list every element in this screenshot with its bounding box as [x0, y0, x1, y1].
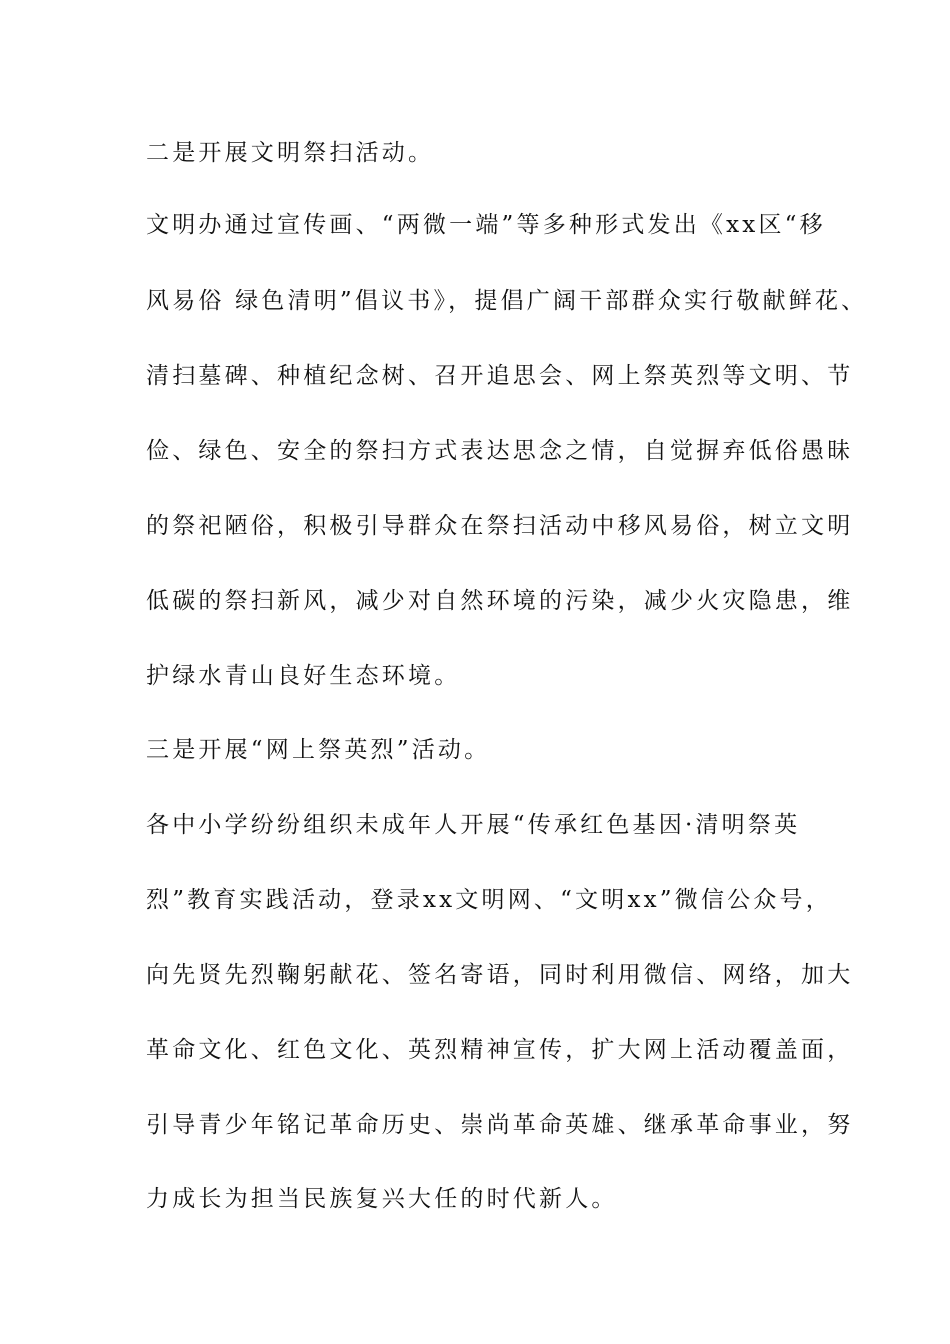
paragraph-line-8: 各中小学纷纷组织未成年人开展“传承红色基因·清明祭英: [146, 812, 801, 838]
paragraph-line-5: 的祭祀陋俗，积极引导群众在祭扫活动中移风易俗，树立文明: [146, 513, 854, 539]
paragraph-line-10: 向先贤先烈鞠躬献花、签名寄语，同时利用微信、网络，加大: [146, 962, 854, 988]
paragraph-line-6: 低碳的祭扫新风，减少对自然环境的污染，减少火灾隐患，维: [146, 588, 854, 614]
paragraph-line-11: 革命文化、红色文化、英烈精神宣传，扩大网上活动覆盖面，: [146, 1037, 854, 1063]
paragraph-line-12: 引导青少年铭记革命历史、崇尚革命英雄、继承革命事业，努: [146, 1112, 854, 1138]
paragraph-line-4: 俭、绿色、安全的祭扫方式表达思念之情，自觉摒弃低俗愚昧: [146, 438, 854, 464]
paragraph-line-13: 力成长为担当民族复兴大任的时代新人。: [146, 1186, 618, 1212]
paragraph-line-7: 护绿水青山良好生态环境。: [146, 663, 461, 689]
heading-line-2: 三是开展“网上祭英烈”活动。: [146, 737, 491, 763]
paragraph-line-3: 清扫墓碑、种植纪念树、召开追思会、网上祭英烈等文明、节: [146, 363, 854, 389]
paragraph-line-9: 烈”教育实践活动，登录xx文明网、“文明xx”微信公众号，: [146, 887, 832, 913]
paragraph-line-2: 风易俗 绿色清明”倡议书》，提倡广阔干部群众实行敬献鲜花、: [146, 288, 868, 314]
heading-line-1: 二是开展文明祭扫活动。: [146, 140, 435, 166]
paragraph-line-1: 文明办通过宣传画、“两微一端”等多种形式发出《xx区“移: [146, 212, 826, 238]
